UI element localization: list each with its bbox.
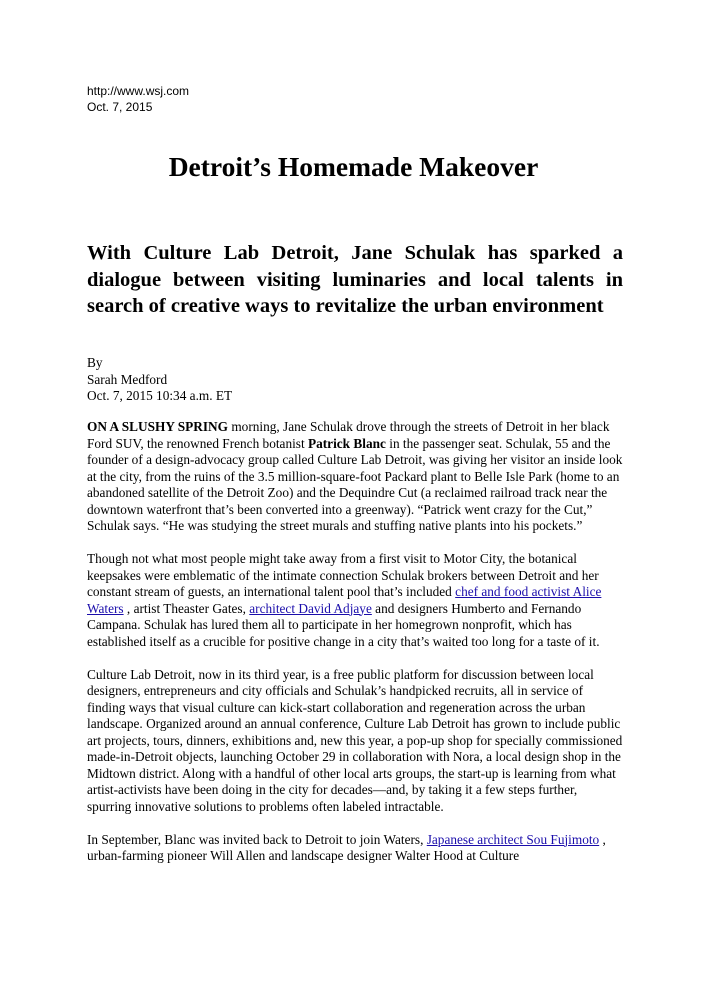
byline-author: Sarah Medford [87, 371, 168, 387]
source-url: http://www.wsj.com [87, 84, 190, 98]
source-date: Oct. 7, 2015 [87, 100, 153, 114]
paragraph-1 [87, 419, 623, 535]
bold-name: Patrick Blanc [307, 435, 386, 451]
link-sou-fujimoto[interactable]: Japanese architect Sou Fujimoto [426, 831, 600, 847]
paragraph-4 [87, 832, 623, 865]
paragraph-4-text-b: , urban-farming pioneer Will Allen and landscape designer Walter Hood at Culture [87, 831, 606, 863]
lead-in: ON A SLUSHY SPRING [87, 419, 229, 434]
paragraph-4-text-a: In September, Blanc was invited back to Detroit to join Waters, [87, 831, 427, 847]
paragraph-3: Culture Lab Detroit, now in its third year, is a free public platform for discussion between local designers, entrepreneurs and city officials and Schulak’s handpicked recruits, all in service of finding ways that visual culture can kick-start collaboration and regeneration across the urban landscape. Organized around an annual conference, Culture Lab Detroit has grown to include public art projects, tours, dinners, exhibitions and, new this year, a pop-up shop for specially commissioned made-in-Detroit objects, launching October 29 in collaboration with Nora, a local design shop in the Midtown district. Along with a handful of other local arts groups, the start-up is learning from what artist-activists have been doing in the city for decades—and, by taking it a few steps further, spurring innovative solutions to problems often labeled intractable. [87, 666, 623, 814]
byline [87, 355, 232, 405]
paragraph-2-text-a: Though not what most people might take away from a first visit to Motor City, the botanical keepsakes were emblematic of the intimate connection Schulak brokers between Detroit and her constant stream of guests, an international talent pool that’s included [87, 551, 599, 599]
article-body [87, 419, 623, 881]
paragraph-2-text-b: , artist Theaster Gates, [123, 600, 250, 616]
paragraph-2-text-c: and designers Humberto and Fernando Campana. Schulak has lured them all to participate in her homegrown nonprofit, which has established itself as a crucible for positive change in a city that’s waited too long for a taste of it. [87, 600, 600, 649]
paragraph-1-text-a: morning, Jane Schulak drove through the streets of Detroit in her black Ford SUV, the renowned French botanist [87, 419, 610, 451]
link-david-adjaye[interactable]: architect David Adjaye [249, 600, 372, 616]
paragraph-2 [87, 551, 623, 650]
article-title: Detroit’s Homemade Makeover [168, 151, 539, 182]
link-alice-waters[interactable]: chef and food activist Alice Waters [87, 584, 602, 616]
byline-by: By [87, 355, 103, 370]
paragraph-1-text-b: in the passenger seat. Schulak, 55 and the founder of a design-advocacy group called Culture Lab Detroit, was giving her visitor an inside look at the city, from the ruins of the 3.5 million-square-foot Packard plant to Belle Isle Park (home to an abandoned satellite of the Detroit Zoo) and the Dequindre Cut (a reclaimed railroad track near the downtown waterfront that’s been converted into a greenway). “Patrick went crazy for the Cut,” Schulak says. “He was studying the street murals and stuffing native plants into his pockets.” [87, 435, 623, 533]
article-subtitle: With Culture Lab Detroit, Jane Schulak has sparked a dialogue between visiting luminaries and local talents in search of creative ways to revitalize the urban environment [87, 242, 623, 317]
byline-timestamp: Oct. 7, 2015 10:34 a.m. ET [87, 388, 233, 403]
